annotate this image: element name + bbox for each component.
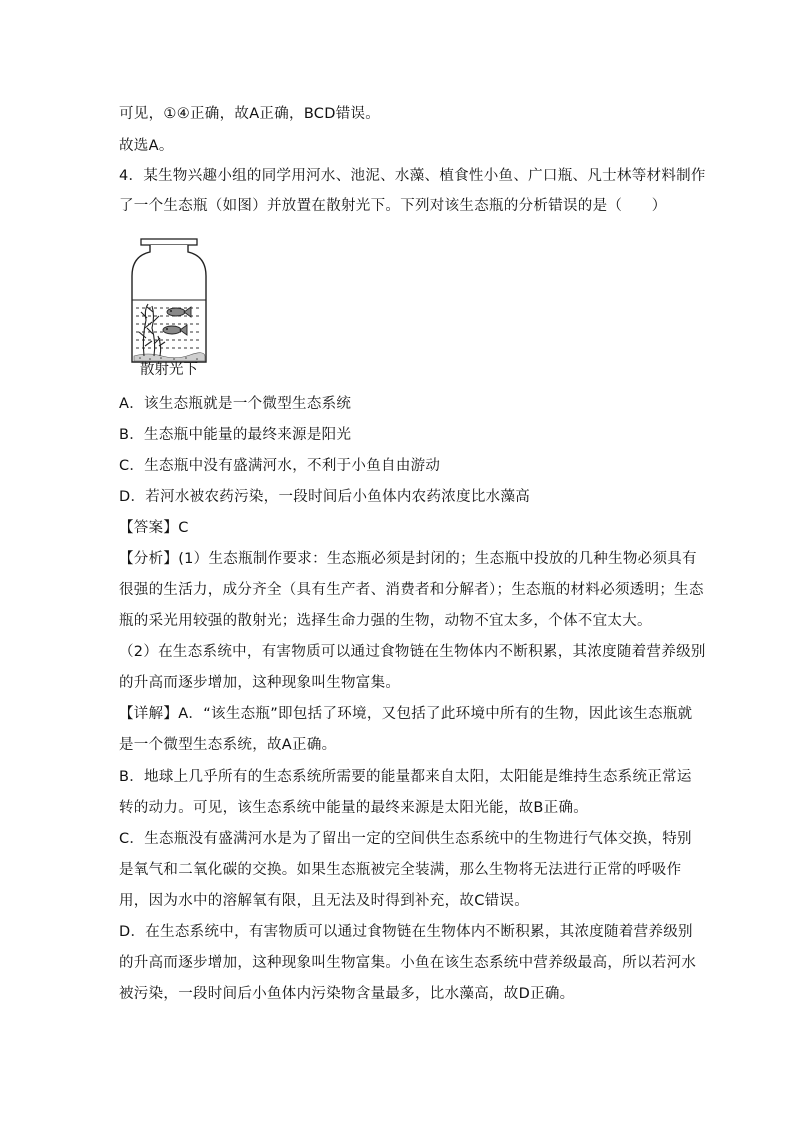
explanation-line: 用，因为水中的溶解氧有限，且无法及时得到补充，故C错误。: [119, 893, 530, 909]
text-line: 故选A。: [119, 138, 174, 154]
analysis-line: 瓶的采光用较强的散射光；选择生命力强的生物，动物不宜太多，个体不宜太大。: [119, 613, 652, 629]
text-line: 可见，①④正确，故A正确，BCD错误。: [119, 106, 381, 122]
question-stem-line: 4．某生物兴趣小组的同学用河水、池泥、水藻、植食性小鱼、广口瓶、凡士林等材料制作: [119, 168, 706, 184]
analysis-line: （2）在生态系统中，有害物质可以通过食物链在生物体内不断积累，其浓度随着营养级别: [119, 644, 706, 660]
explanation-line: 是氧气和二氧化碳的交换。如果生态瓶被完全装满，那么生物将无法进行正常的呼吸作: [119, 862, 682, 878]
option-d: D．若河水被农药污染，一段时间后小鱼体内农药浓度比水藻高: [119, 489, 531, 505]
analysis-line: 的升高而逐步增加，这种现象叫生物富集。: [119, 675, 401, 691]
option-a: A．该生态瓶就是一个微型生态系统: [119, 396, 352, 412]
explanation-line: 是一个微型生态系统，故A正确。: [119, 737, 337, 753]
ecological-bottle-figure: [128, 228, 210, 378]
explanation-line: 被污染，一段时间后小鱼体内污染物含量最多，比水藻高，故D正确。: [119, 986, 575, 1002]
explanation-line: C．生态瓶没有盛满河水是为了留出一定的空间供生态系统中的生物进行气体交换，特别: [119, 831, 692, 847]
analysis-line: 【分析】(1）生态瓶制作要求：生态瓶必须是封闭的；生态瓶中投放的几种生物必须具有: [119, 551, 697, 567]
option-b: B．生态瓶中能量的最终来源是阳光: [119, 427, 352, 443]
explanation-line: D．在生态系统中，有害物质可以通过食物链在生物体内不断积累，其浓度随着营养级别: [119, 924, 693, 940]
analysis-line: 很强的生活力，成分齐全（具有生产者、消费者和分解者）；生态瓶的材料必须透明；生态: [119, 582, 704, 598]
explanation-line: 的升高而逐步增加，这种现象叫生物富集。小鱼在该生态系统中营养级最高，所以若河水: [119, 955, 697, 971]
option-c: C．生态瓶中没有盛满河水，不利于小鱼自由游动: [119, 458, 441, 474]
explanation-line: 转的动力。可见，该生态系统中能量的最终来源是太阳光能，故B正确。: [119, 800, 589, 816]
figure-caption: 散射光下: [140, 362, 198, 378]
explanation-line: B．地球上几乎所有的生态系统所需要的能量都来自太阳，太阳能是维持生态系统正常运: [119, 769, 692, 785]
question-stem-line: 了一个生态瓶（如图）并放置在散射光下。下列对该生态瓶的分析错误的是（ ）: [119, 198, 667, 214]
explanation-line: 【详解】A．“该生态瓶”即包括了环境，又包括了此环境中所有的生物，因此该生态瓶就: [119, 706, 693, 722]
answer-line: 【答案】C: [119, 520, 189, 536]
